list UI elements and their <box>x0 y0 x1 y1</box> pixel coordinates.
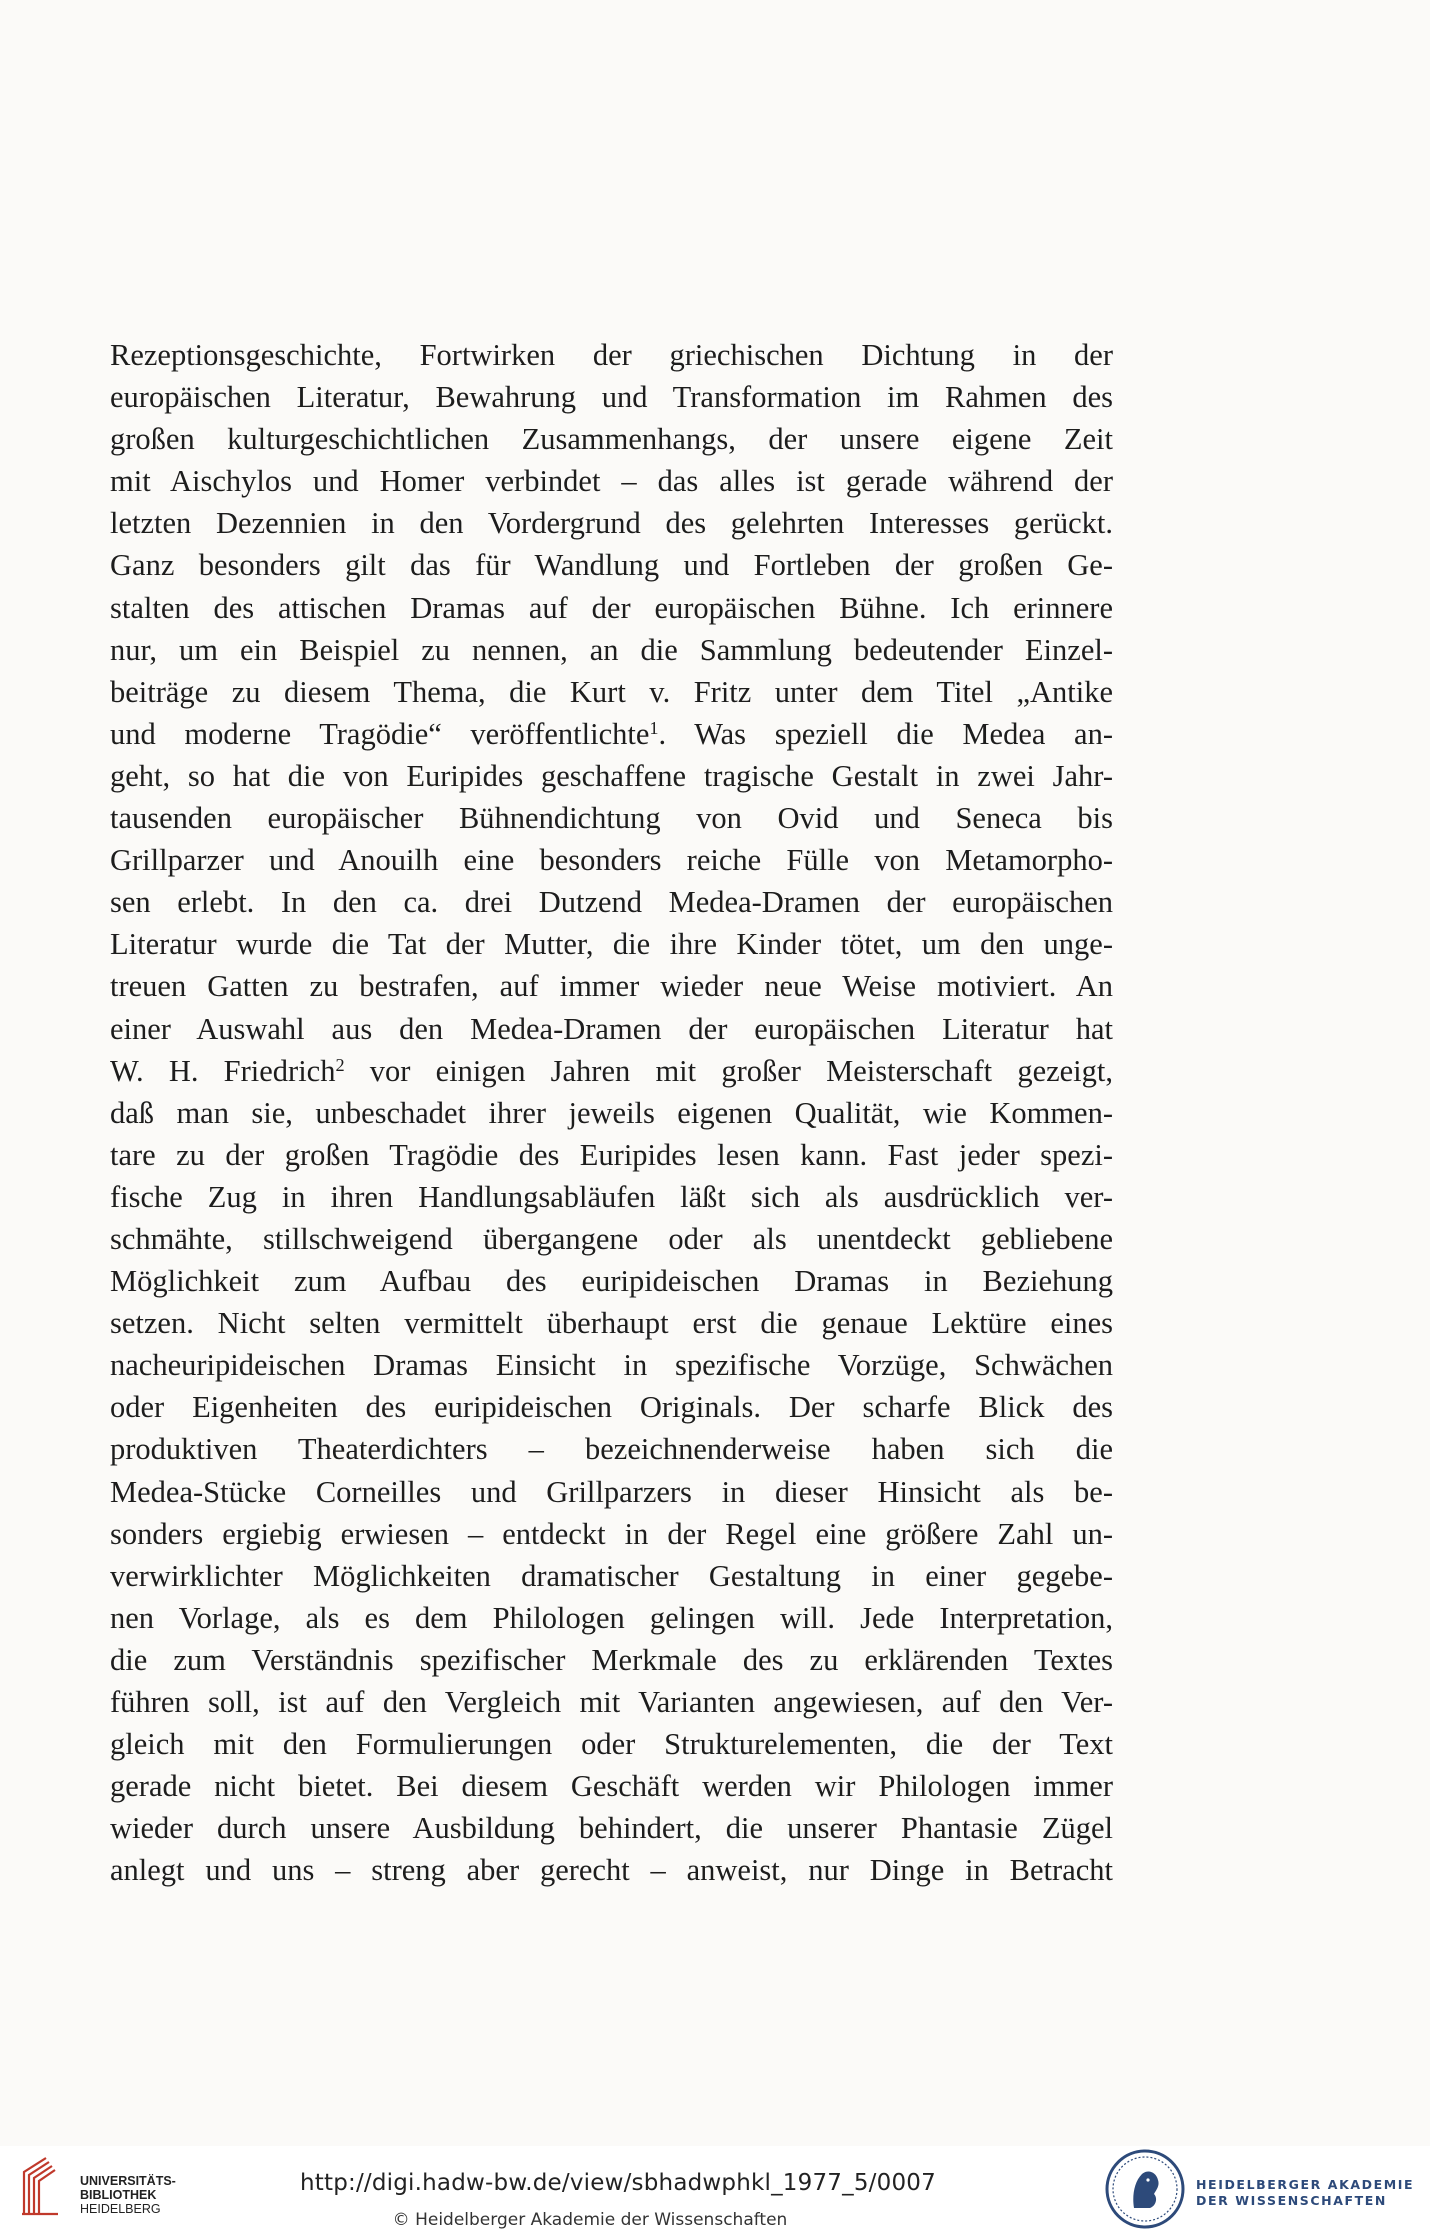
text-line-8: nur, um ein Beispiel zu nennen, an die Sammlung bedeutender Einzel- <box>110 632 1113 667</box>
academy-name <box>1196 2177 1414 2209</box>
text-line-5: letzten Dezennien in den Vordergrund des gelehrten Interesses gerückt. <box>110 506 1113 541</box>
text-line-18-head: W. H. Friedrich <box>110 1053 336 1088</box>
footnote-ref-1[interactable]: 1 <box>649 717 659 738</box>
permalink-url[interactable]: http://digi.hadw-bw.de/view/sbhadwphkl_1977_5/0007 <box>300 2170 936 2196</box>
text-line-27: produktiven Theaterdichters – bezeichnenderweise haben sich die <box>110 1432 1113 1467</box>
text-line-31: nen Vorlage, als es dem Philologen gelingen will. Jede Interpretation, <box>110 1600 1113 1635</box>
text-line-35: gerade nicht bietet. Bei diesem Geschäft werden wir Philologen immer <box>110 1769 1113 1804</box>
text-line-30: verwirklichter Möglichkeiten dramatischer Gestaltung in einer gegebe- <box>110 1558 1113 1593</box>
academy-name-line-1: HEIDELBERGER AKADEMIE <box>1196 2177 1415 2192</box>
text-line-37: anlegt und uns – streng aber gerecht – anweist, nur Dinge in Betracht <box>110 1853 1113 1888</box>
university-library-name <box>80 2174 176 2216</box>
text-line-4: mit Aischylos und Homer verbindet – das alles ist gerade während der <box>110 464 1113 499</box>
text-line-32: die zum Verständnis spezifischer Merkmale des zu erklärenden Textes <box>110 1642 1113 1677</box>
text-line-19: daß man sie, unbeschadet ihrer jeweils eigenen Qualität, wie Kommen- <box>110 1095 1113 1130</box>
text-line-18 <box>110 1050 1113 1092</box>
text-line-29: sonders ergiebig erwiesen – entdeckt in der Regel eine größere Zahl un- <box>110 1516 1113 1551</box>
text-line-12: tausenden europäischer Bühnendichtung von Ovid und Seneca bis <box>110 801 1113 836</box>
university-library-name-line-2: BIBLIOTHEK <box>80 2188 157 2202</box>
text-line-7: stalten des attischen Dramas auf der europäischen Bühne. Ich erinnere <box>110 590 1113 625</box>
text-line-11: geht, so hat die von Euripides geschaffene tragische Gestalt in zwei Jahr- <box>110 758 1113 793</box>
text-line-17: einer Auswahl aus den Medea-Dramen der europäischen Literatur hat <box>110 1011 1113 1046</box>
text-line-25: nacheuripideischen Dramas Einsicht in spezifische Vorzüge, Schwächen <box>110 1348 1113 1383</box>
text-line-36: wieder durch unsere Ausbildung behindert, die unserer Phantasie Zügel <box>110 1811 1113 1846</box>
university-library-logo[interactable] <box>16 2150 186 2220</box>
text-line-22: schmähte, stillschweigend übergangene oder als unentdeckt gebliebene <box>110 1221 1113 1256</box>
text-line-10 <box>110 713 1113 755</box>
text-line-10-head: und moderne Tragödie“ veröffentlichte <box>110 716 650 751</box>
text-line-21: fische Zug in ihren Handlungsabläufen läßt sich als ausdrücklich ver- <box>110 1179 1113 1214</box>
text-line-16: treuen Gatten zu bestrafen, auf immer wieder neue Weise motiviert. An <box>110 969 1113 1004</box>
text-line-18-tail: vor einigen Jahren mit großer Meisterschaft gezeigt, <box>344 1053 1113 1088</box>
text-line-13: Grillparzer und Anouilh eine besonders reiche Fülle von Metamorpho- <box>110 843 1113 878</box>
text-line-1: Rezeptionsgeschichte, Fortwirken der griechischen Dichtung in der <box>110 338 1113 372</box>
footnote-ref-2[interactable]: 2 <box>335 1054 345 1075</box>
text-line-9: beiträge zu diesem Thema, die Kurt v. Fritz unter dem Titel „Antike <box>110 674 1113 709</box>
text-line-14: sen erlebt. In den ca. drei Dutzend Medea-Dramen der europäischen <box>110 885 1113 920</box>
university-library-name-line-1: UNIVERSITÄTS- <box>80 2174 176 2188</box>
text-line-2: europäischen Literatur, Bewahrung und Transformation im Rahmen des <box>110 380 1113 415</box>
text-line-10-tail: . Was speziell die Medea an- <box>658 716 1113 751</box>
academy-name-line-2: DER WISSENSCHAFTEN <box>1196 2193 1387 2208</box>
text-line-28: Medea-Stücke Corneilles und Grillparzers in dieser Hinsicht als be- <box>110 1474 1113 1509</box>
text-line-6: Ganz besonders gilt das für Wandlung und Fortleben der großen Ge- <box>110 548 1113 583</box>
text-line-23: Möglichkeit zum Aufbau des euripideischen Dramas in Beziehung <box>110 1264 1113 1299</box>
university-library-logo-icon <box>16 2150 72 2220</box>
text-line-34: gleich mit den Formulierungen oder Strukturelementen, die der Text <box>110 1727 1113 1762</box>
text-line-26: oder Eigenheiten des euripideischen Originals. Der scharfe Blick des <box>110 1390 1113 1425</box>
text-line-20: tare zu der großen Tragödie des Euripides lesen kann. Fast jeder spezi- <box>110 1137 1113 1172</box>
body-text <box>110 334 1113 1891</box>
text-line-33: führen soll, ist auf den Vergleich mit Varianten angewiesen, auf den Ver- <box>110 1685 1113 1719</box>
copyright-notice: © Heidelberger Akademie der Wissenschaften <box>392 2210 788 2230</box>
text-line-24: setzen. Nicht selten vermittelt überhaupt erst die genaue Lektüre eines <box>110 1306 1113 1341</box>
text-line-3: großen kulturgeschichtlichen Zusammenhangs, der unsere eigene Zeit <box>110 422 1113 457</box>
academy-seal-icon[interactable] <box>1104 2148 1186 2230</box>
university-library-name-line-3: HEIDELBERG <box>80 2202 161 2216</box>
digitization-footer <box>0 2146 1430 2240</box>
text-line-15: Literatur wurde die Tat der Mutter, die ihre Kinder tötet, um den unge- <box>110 927 1113 962</box>
